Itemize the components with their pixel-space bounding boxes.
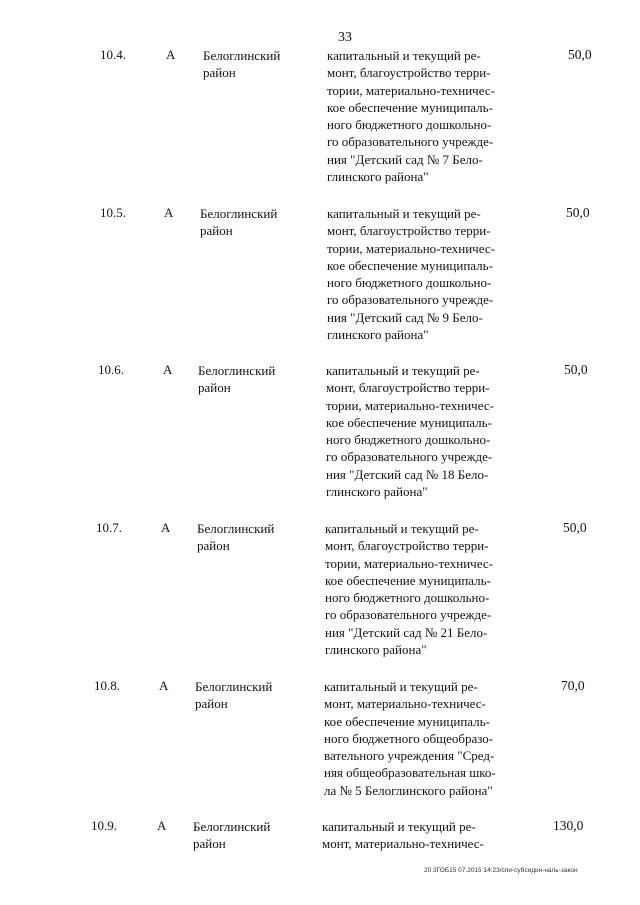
description-line: ного бюджетного общеобразо-: [324, 730, 494, 746]
row-number: 10.9.: [91, 818, 117, 833]
row-description: [324, 678, 530, 799]
description-line: кое обеспечение муниципаль-: [326, 414, 492, 430]
description-line: няя общеобразовательная шко-: [324, 765, 496, 781]
description-line: монт, благоустройство терри-: [326, 380, 490, 396]
row-district: Белоглинский район: [195, 679, 273, 711]
description-line: ния "Детский сад № 18 Бело-: [326, 466, 489, 482]
description-line: глинского района": [326, 484, 428, 500]
description-line: го образовательного учрежде-: [327, 292, 494, 308]
row-amount: 50,0: [566, 205, 590, 220]
row-district: Белоглинский район: [198, 363, 276, 395]
row-district: Белоглинский район: [203, 48, 281, 80]
row-description: [327, 47, 533, 185]
description-line: ла № 5 Белоглинского района": [324, 782, 493, 798]
description-line: капитальный и текущий ре-: [322, 819, 476, 834]
description-line: монт, благоустройство терри-: [327, 223, 491, 239]
description-line: ния "Детский сад № 21 Бело-: [325, 624, 488, 640]
description-line: ного бюджетного дошкольно-: [327, 275, 492, 291]
row-category: А: [161, 520, 171, 535]
row-amount: 50,0: [563, 520, 587, 535]
page-number: 33: [338, 30, 352, 45]
row-district: Белоглинский район: [193, 819, 271, 851]
description-line: капитальный и текущий ре-: [325, 521, 479, 536]
description-line: глинского района": [327, 169, 429, 185]
description-line: кое обеспечение муниципаль-: [324, 713, 490, 729]
row-amount: 130,0: [553, 818, 584, 833]
description-line: тории, материально-техничес-: [325, 555, 493, 571]
description-line: ния "Детский сад № 9 Бело-: [327, 309, 483, 325]
description-line: го образовательного учрежде-: [327, 134, 494, 150]
row-description: [325, 520, 531, 658]
row-category: А: [166, 47, 176, 62]
description-line: глинского района": [325, 642, 427, 658]
row-number: 10.5.: [100, 205, 126, 220]
description-line: тории, материально-техничес-: [326, 397, 494, 413]
row-number: 10.8.: [94, 678, 120, 693]
document-footer: 20 3ГОБ15 07.2015 14:23/спи-субсидия-наль-закон: [424, 867, 578, 874]
row-category: А: [159, 678, 169, 693]
description-line: тории, материально-техничес-: [327, 82, 495, 98]
description-line: монт, материально-техничес-: [324, 696, 486, 712]
description-line: монт, благоустройство терри-: [325, 538, 489, 554]
description-line: го образовательного учрежде-: [326, 449, 493, 465]
description-line: ного бюджетного дошкольно-: [325, 590, 490, 606]
row-description: [326, 362, 532, 500]
row-description: [327, 205, 533, 343]
row-category: А: [157, 818, 167, 833]
description-line: ного бюджетного дошкольно-: [327, 117, 492, 133]
description-line: ного бюджетного дошкольно-: [326, 432, 491, 448]
description-line: кое обеспечение муниципаль-: [325, 572, 491, 588]
row-number: 10.4.: [100, 47, 126, 62]
description-line: ния "Детский сад № 7 Бело-: [327, 151, 483, 167]
description-line: капитальный и текущий ре-: [327, 48, 481, 63]
row-number: 10.7.: [96, 520, 122, 535]
row-amount: 50,0: [568, 47, 592, 62]
row-description: [322, 818, 528, 853]
description-line: тории, материально-техничес-: [327, 240, 495, 256]
row-amount: 70,0: [561, 678, 585, 693]
description-line: го образовательного учрежде-: [325, 607, 492, 623]
description-line: кое обеспечение муниципаль-: [327, 99, 493, 115]
row-district: Белоглинский район: [197, 521, 275, 553]
description-line: кое обеспечение муниципаль-: [327, 257, 493, 273]
description-line: вательного учреждения "Сред-: [324, 748, 495, 764]
row-number: 10.6.: [98, 362, 124, 377]
row-amount: 50,0: [564, 362, 588, 377]
description-line: капитальный и текущий ре-: [324, 679, 478, 694]
row-category: А: [163, 362, 173, 377]
description-line: капитальный и текущий ре-: [327, 206, 481, 221]
description-line: глинского района": [327, 327, 429, 343]
description-line: монт, благоустройство терри-: [327, 65, 491, 81]
row-category: А: [164, 205, 174, 220]
row-district: Белоглинский район: [200, 206, 278, 238]
description-line: капитальный и текущий ре-: [326, 363, 480, 378]
description-line: монт, материально-техничес-: [322, 836, 484, 852]
